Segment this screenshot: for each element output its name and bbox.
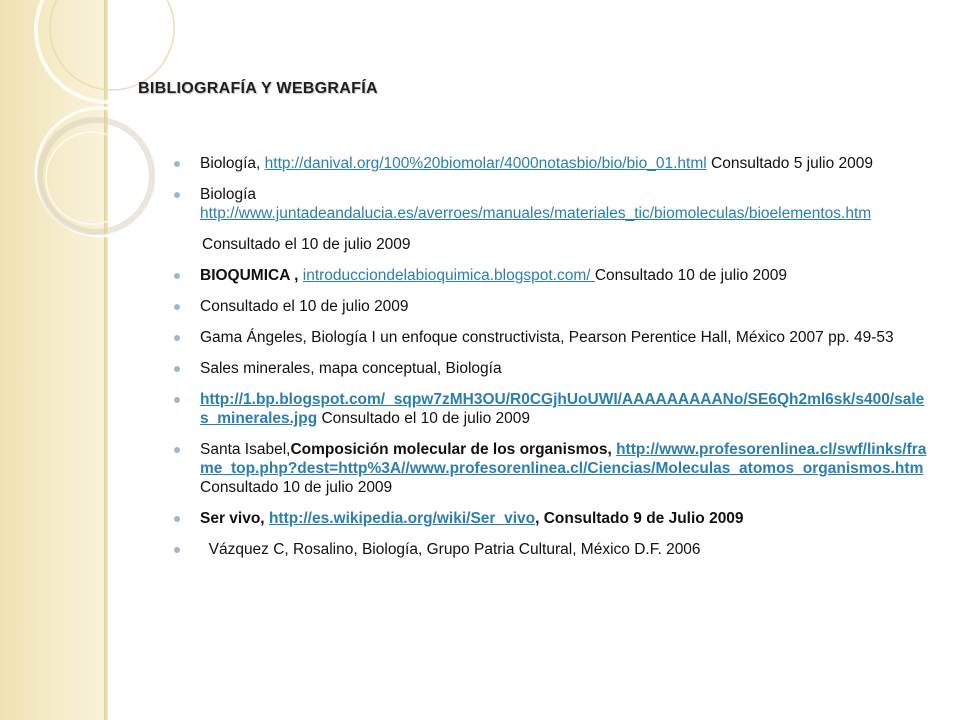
reference-bold-text: Ser vivo,: [200, 510, 269, 527]
reference-link[interactable]: http://www.juntadeandalucia.es/averroes/manuales/materiales_tic/biomoleculas/bioelementos.htm: [200, 205, 872, 222]
reference-link[interactable]: introducciondelabioquimica.blogspot.com/: [302, 267, 595, 284]
reference-item: [172, 509, 928, 528]
page-title: BIBLIOGRAFÍA Y WEBGRAFÍA: [138, 80, 378, 97]
reference-text: Consultado 10 de julio 2009: [594, 267, 788, 284]
reference-text: Consultado 10 de julio 2009: [200, 479, 393, 496]
reference-item: [172, 185, 928, 223]
reference-bold-text: , Consultado 9 de Julio 2009: [535, 510, 744, 527]
reference-text: Gama Ángeles, Biología I un enfoque constructivista, Pearson Perentice Hall, México 2007 pp. 49-53: [200, 329, 894, 346]
reference-text: Consultado 5 julio 2009: [706, 155, 874, 172]
reference-item: [172, 328, 928, 347]
reference-text: Biología,: [200, 155, 265, 172]
reference-link[interactable]: http://es.wikipedia.org/wiki/Ser_vivo: [268, 510, 536, 527]
reference-item: [172, 540, 928, 559]
reference-text: Vázquez C, Rosalino, Biología, Grupo Patria Cultural, México D.F. 2006: [200, 541, 701, 558]
reference-item: [172, 154, 928, 173]
reference-item: [172, 440, 928, 497]
reference-text: Biología: [200, 186, 257, 203]
reference-item: [172, 390, 928, 428]
reference-link[interactable]: http://1.bp.blogspot.com/_sqpw7zMH3OU/R0CGjhUoUWI/AAAAAAAAANo/SE6Qh2ml6sk/s400/sales_minerales.jpg: [200, 391, 925, 427]
reference-item: [172, 297, 928, 316]
reference-bold-text: Composición molecular de los organismos,: [290, 441, 617, 458]
reference-bold-text: BIOQUMICA ,: [200, 267, 303, 284]
reference-item: [172, 359, 928, 378]
reference-list: [172, 154, 928, 571]
reference-text: Consultado el 10 de julio 2009: [200, 298, 409, 315]
reference-text: Consultado el 10 de julio 2009: [317, 410, 531, 427]
reference-item: [172, 266, 928, 285]
reference-link[interactable]: http://danival.org/100%20biomolar/4000notasbio/bio/bio_01.html: [264, 155, 707, 172]
reference-text: Santa Isabel,: [200, 441, 291, 458]
reference-link[interactable]: http://www.profesorenlinea.cl/swf/links/frame_top.php?dest=http%3A//www.profesorenlinea.cl/Ciencias/Moleculas_atomos_organismos.htm: [200, 441, 927, 477]
reference-text: Consultado el 10 de julio 2009: [202, 236, 411, 253]
reference-item: [172, 235, 928, 254]
reference-text: Sales minerales, mapa conceptual, Biología: [200, 360, 502, 377]
decorative-rings: [0, 0, 200, 320]
